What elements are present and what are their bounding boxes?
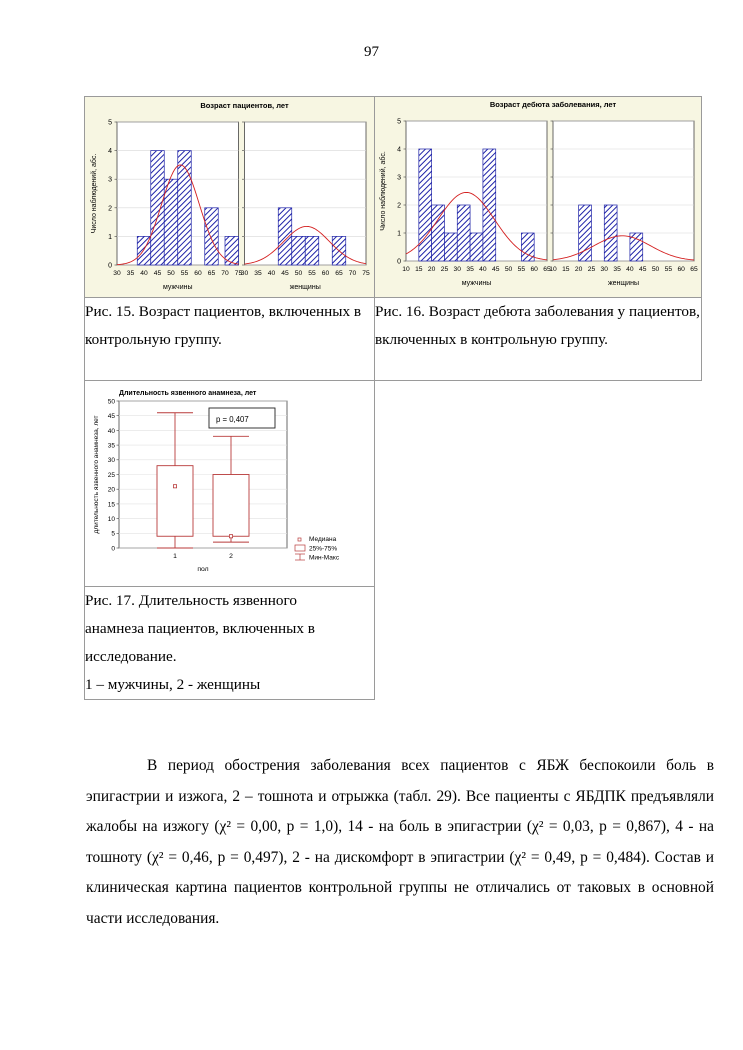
x-tick-label: 30 xyxy=(240,270,249,277)
figure-15-cell xyxy=(85,97,375,298)
x-tick-label: 60 xyxy=(530,266,538,273)
x-tick-label: 40 xyxy=(140,270,148,277)
figure-17-legend-line: 1 – мужчины, 2 - женщины xyxy=(85,676,261,693)
legend-median-swatch xyxy=(298,538,301,541)
y-tick-label: 30 xyxy=(107,457,115,465)
legend-label: Медиана xyxy=(309,536,337,543)
age-histogram-chart xyxy=(85,97,374,297)
figure-17-chart xyxy=(85,381,374,586)
x-tick-label: 20 xyxy=(574,266,583,273)
x-tick-label: 15 xyxy=(562,266,570,273)
histogram-bar xyxy=(278,208,292,265)
y-tick-label: 0 xyxy=(397,258,401,266)
x-tick-label: 60 xyxy=(321,270,330,277)
p-value-annotation: p = 0,407 xyxy=(216,415,249,424)
y-tick-label: 10 xyxy=(107,516,115,523)
x-tick-label: 20 xyxy=(427,266,436,273)
y-tick-label: 25 xyxy=(107,471,115,479)
x-tick-label: 50 xyxy=(167,270,175,277)
chart-title: Возраст дебюта заболевания, лет xyxy=(489,100,617,109)
body-paragraph: В период обострения заболевания всех пациентов с ЯБЖ беспокоили боль в эпигастрии и изжога, 2 – тошнота и отрыжка (табл. 29). Все пациенты с ЯБДПК предъявляли жалобы на изжогу (χ² = 0,00, p = 1,0), 14 - на боль в эпигастрии (χ² = 0,03, p = 0,867), 4 - на тошноту (χ² = 0,46, p = 0,497), 2 - на дискомфорт в эпигастрии (χ² = 0,49, p = 0,484). Состав и клиническая картина пациентов контрольной группы не отличались от таковых в основной части исследования. xyxy=(86,757,714,927)
y-tick-label: 15 xyxy=(107,501,115,509)
x-tick-label: 50 xyxy=(504,266,513,273)
median-marker xyxy=(173,485,176,488)
y-tick-label: 0 xyxy=(108,262,112,270)
figure-15-caption: Рис. 15. Возраст пациентов, включенных в контрольную группу. xyxy=(85,303,362,348)
x-tick-label: 70 xyxy=(221,270,229,277)
figure-15-chart xyxy=(85,97,374,297)
histogram-bar xyxy=(225,236,239,265)
panel-label: мужчины xyxy=(461,280,492,287)
x-tick-label: 70 xyxy=(348,270,357,277)
y-tick-label: 20 xyxy=(107,486,115,494)
histogram-bar xyxy=(470,233,483,261)
x-tick-label: 35 xyxy=(254,270,262,277)
x-tick-label: 55 xyxy=(664,266,673,273)
x-tick-label: 10 xyxy=(549,266,557,273)
x-tick-label: 35 xyxy=(466,266,474,273)
x-tick-label: 50 xyxy=(294,270,303,277)
x-tick-label: 45 xyxy=(153,270,162,277)
x-tick-label: 40 xyxy=(626,266,634,273)
legend-box-swatch xyxy=(295,545,305,551)
y-tick-label: 40 xyxy=(107,427,115,435)
x-tick-label: 50 xyxy=(651,266,660,273)
ulcer-history-boxplot xyxy=(85,381,374,586)
figure-table xyxy=(84,96,702,700)
y-tick-label: 4 xyxy=(397,146,401,154)
figure-17-cell xyxy=(85,381,375,587)
histogram-bar xyxy=(483,149,496,261)
y-tick-label: 1 xyxy=(397,230,401,238)
histogram-bar xyxy=(164,179,178,265)
histogram-bar xyxy=(151,151,165,265)
y-tick-label: 3 xyxy=(397,174,401,182)
figure-17-caption-cell xyxy=(85,587,375,700)
x-tick-label: 30 xyxy=(453,266,461,273)
y-tick-label: 4 xyxy=(108,148,112,156)
x-tick-label: 60 xyxy=(677,266,685,273)
y-tick-label: 2 xyxy=(397,202,401,210)
histogram-bar xyxy=(604,205,617,261)
iqr-box xyxy=(157,466,193,537)
onset-age-histogram-chart xyxy=(375,97,701,297)
chart-title: Возраст пациентов, лет xyxy=(200,101,289,110)
figure-17-caption-line: Рис. 17. Длительность язвенного xyxy=(85,592,297,609)
plot-panel xyxy=(553,121,694,261)
x-tick-label: 25 xyxy=(587,266,596,273)
iqr-box xyxy=(213,475,249,537)
x-tick-label: 2 xyxy=(229,553,233,560)
y-tick-label: 2 xyxy=(108,205,112,213)
figure-16-cell xyxy=(375,97,702,298)
x-tick-label: 55 xyxy=(180,270,189,277)
y-tick-label: 1 xyxy=(108,233,112,241)
panel-label: мужчины xyxy=(162,284,193,291)
x-tick-label: 15 xyxy=(415,266,423,273)
figure-16-caption: Рис. 16. Возраст дебюта заболевания у пациентов, включенных в контрольную группу. xyxy=(375,303,700,348)
x-tick-label: 45 xyxy=(492,266,500,273)
y-tick-label: 50 xyxy=(107,398,115,406)
y-tick-label: 3 xyxy=(108,176,112,184)
y-axis-label: длительность язвенного анамнеза, лет xyxy=(93,415,100,534)
y-axis-label: Число наблюдений, абс. xyxy=(91,153,98,234)
y-tick-label: 5 xyxy=(111,530,115,538)
histogram-bar xyxy=(292,236,306,265)
x-tick-label: 45 xyxy=(639,266,647,273)
page-number: 97 xyxy=(364,44,379,60)
panel-label: женщины xyxy=(289,284,321,291)
x-axis-label: пол xyxy=(197,566,209,573)
body-paragraph-block xyxy=(86,751,714,934)
x-tick-label: 35 xyxy=(613,266,621,273)
x-tick-label: 10 xyxy=(402,266,410,273)
x-tick-label: 40 xyxy=(267,270,276,277)
y-tick-label: 35 xyxy=(107,442,115,450)
x-tick-label: 65 xyxy=(207,270,216,277)
figure-16-chart xyxy=(375,97,701,297)
y-tick-label: 45 xyxy=(107,413,115,421)
legend-label: 25%-75% xyxy=(309,545,338,553)
figure-17-caption-line: анамнеза пациентов, включенных в xyxy=(85,620,315,637)
x-tick-label: 40 xyxy=(479,266,487,273)
histogram-bar xyxy=(444,233,457,261)
median-marker xyxy=(229,535,232,538)
x-tick-label: 55 xyxy=(517,266,526,273)
empty-cell xyxy=(375,381,702,700)
histogram-bar xyxy=(305,236,319,265)
x-tick-label: 45 xyxy=(281,270,289,277)
histogram-bar xyxy=(419,149,432,261)
x-tick-label: 65 xyxy=(690,266,698,273)
x-tick-label: 1 xyxy=(173,553,177,560)
legend-label: Мин-Макс xyxy=(309,554,340,562)
x-tick-label: 35 xyxy=(126,270,135,277)
x-tick-label: 55 xyxy=(308,270,316,277)
panel-label: женщины xyxy=(607,280,640,287)
x-tick-label: 75 xyxy=(362,270,370,277)
histogram-bar xyxy=(205,208,219,265)
y-tick-label: 5 xyxy=(108,119,112,127)
chart-title: Длительность язвенного анамнеза, лет xyxy=(119,390,257,397)
y-axis-label: Число наблюдений, абс. xyxy=(380,151,387,231)
x-tick-label: 30 xyxy=(113,270,121,277)
figure-15-caption-cell xyxy=(85,298,375,381)
x-tick-label: 60 xyxy=(194,270,202,277)
x-tick-label: 65 xyxy=(335,270,343,277)
figure-16-caption-cell xyxy=(375,298,702,381)
x-tick-label: 30 xyxy=(600,266,608,273)
figure-17-caption-line: исследование. xyxy=(85,648,177,665)
y-tick-label: 0 xyxy=(111,545,115,553)
x-tick-label: 75 xyxy=(234,270,243,277)
y-tick-label: 5 xyxy=(397,118,401,126)
x-tick-label: 25 xyxy=(440,266,449,273)
histogram-bar xyxy=(457,205,470,261)
x-tick-label: 65 xyxy=(543,266,551,273)
